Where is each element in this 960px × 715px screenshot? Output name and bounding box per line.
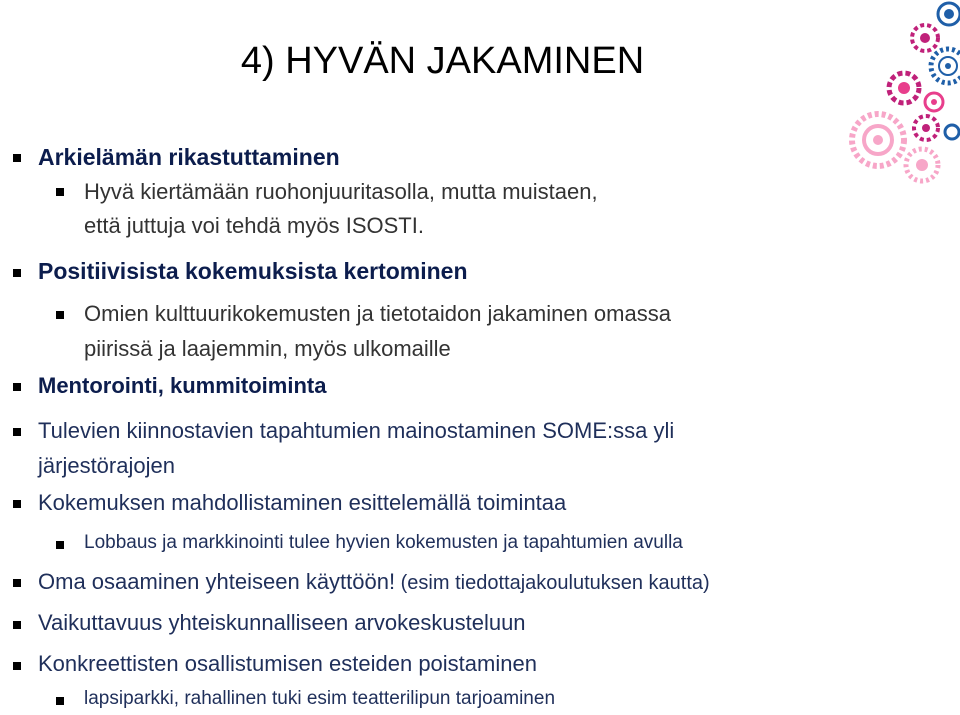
flower-pink-small (925, 93, 943, 111)
list-item-12: lapsiparkki, rahallinen tuki esim teatterilipun tarjoaminen (84, 688, 556, 709)
bullet-9 (13, 579, 21, 587)
flower-magenta-right (914, 116, 938, 140)
list-item-9-main: Oma osaaminen yhteiseen käyttöön! (38, 569, 396, 594)
list-item-4-line-1: Omien kulttuurikokemusten ja tietotaidon jakaminen omassa (84, 301, 671, 326)
list-item-10: Vaikuttavuus yhteiskunnalliseen arvokeskusteluun (38, 610, 526, 635)
bullet-8 (56, 541, 64, 549)
list-item-6-line-2: järjestörajojen (38, 453, 175, 478)
bullet-4 (56, 311, 64, 319)
bullet-1 (13, 154, 21, 162)
bullet-7 (13, 500, 21, 508)
flower-blue-top (938, 3, 960, 25)
list-item-11: Konkreettisten osallistumisen esteiden poistaminen (38, 651, 537, 676)
bullet-3 (13, 269, 21, 277)
bullet-12 (56, 697, 64, 705)
bullet-10 (13, 621, 21, 629)
list-item-9-note: (esim tiedottajakoulutuksen kautta) (395, 572, 710, 594)
list-item-4-line-2: piirissä ja laajemmin, myös ulkomaille (84, 336, 451, 361)
flower-blue-small (945, 125, 959, 139)
flower-light-pink-bottom (906, 149, 938, 181)
flower-magenta-middle (889, 73, 919, 103)
list-item-6-line-1: Tulevien kiinnostavien tapahtumien mainostaminen SOME:ssa yli (38, 418, 675, 443)
list-item-9 (38, 569, 710, 595)
flower-blue-gear (931, 49, 960, 83)
list-item-2-line-2: että juttuja voi tehdä myös ISOSTI. (84, 213, 424, 238)
flower-light-pink-large (852, 114, 904, 166)
list-item-3: Positiivisista kokemuksista kertominen (38, 258, 468, 284)
bullet-5 (13, 383, 21, 391)
bullet-2 (56, 188, 64, 196)
list-item-1: Arkielämän rikastuttaminen (38, 144, 340, 170)
bullet-11 (13, 662, 21, 670)
list-item-7: Kokemuksen mahdollistaminen esittelemällä toimintaa (38, 490, 567, 515)
list-item-5: Mentorointi, kummitoiminta (38, 373, 327, 398)
list-item-8: Lobbaus ja markkinointi tulee hyvien kokemusten ja tapahtumien avulla (84, 532, 683, 553)
flower-decoration-icon (830, 0, 960, 200)
bullet-6 (13, 428, 21, 436)
flower-pink-top (912, 25, 938, 51)
slide-title: 4) HYVÄN JAKAMINEN (240, 40, 645, 82)
list-item-2-line-1: Hyvä kiertämään ruohonjuuritasolla, mutta muistaen, (84, 179, 598, 204)
